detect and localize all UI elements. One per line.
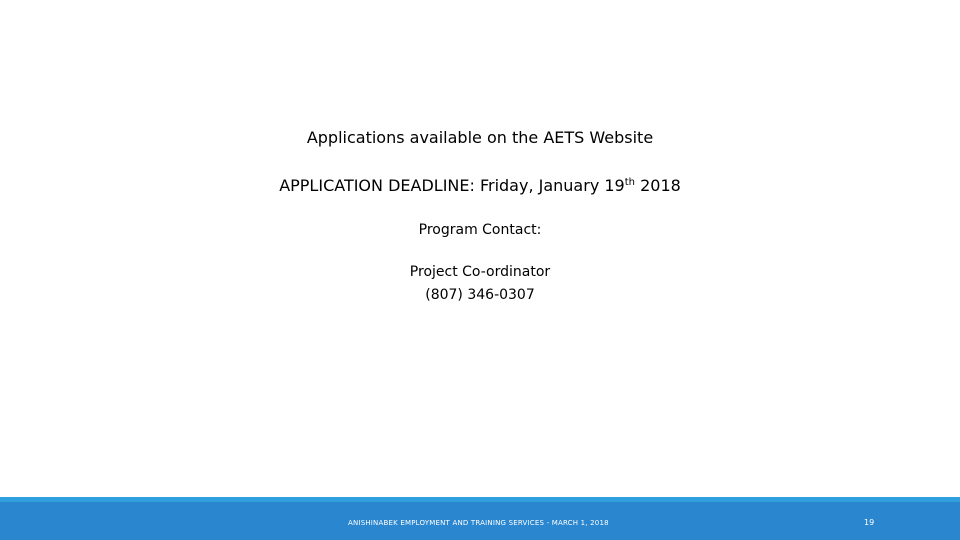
applications-available-text: Applications available on the AETS Website (306, 128, 654, 147)
application-deadline-text (0, 176, 960, 195)
footer-text: ANISHINABEK EMPLOYMENT AND TRAINING SERVICES - MARCH 1, 2018 (348, 519, 609, 527)
page-number: 19 (864, 518, 875, 527)
contact-phone: (807) 346-0307 (425, 287, 535, 303)
deadline-prefix: APPLICATION DEADLINE: Friday, January 19 (279, 176, 625, 195)
program-contact-label: Program Contact: (418, 222, 542, 238)
deadline-superscript: th (624, 177, 635, 188)
deadline-suffix: 2018 (635, 176, 681, 195)
contact-role: Project Co-ordinator (409, 264, 551, 280)
